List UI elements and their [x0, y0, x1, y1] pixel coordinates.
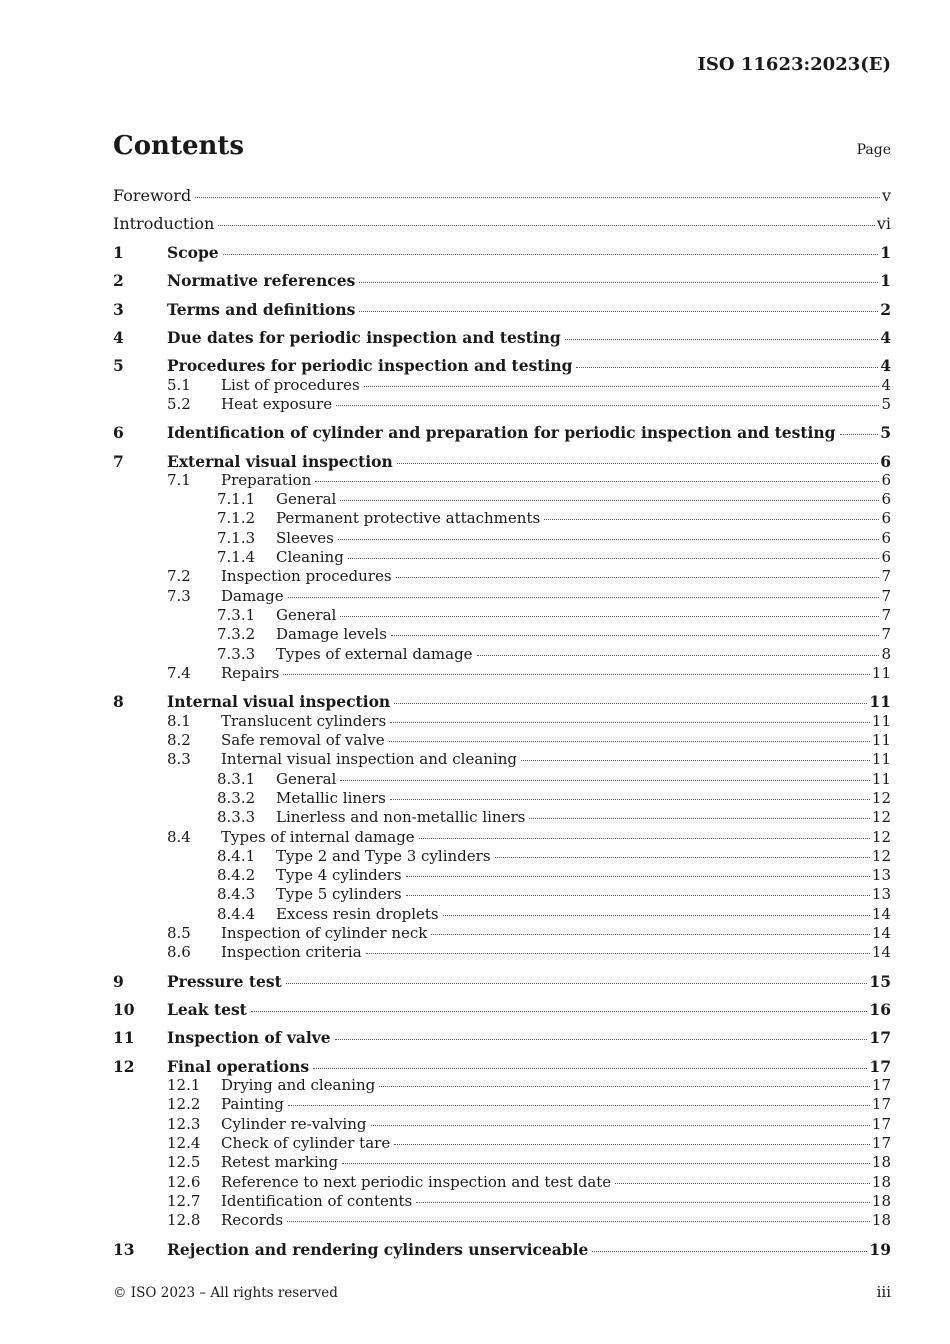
toc-entry-title[interactable]: Safe removal of valve	[221, 731, 385, 749]
toc-entry-number: 7.3	[167, 587, 191, 605]
toc-entry-number: 5.1	[167, 376, 191, 394]
toc-dot-leader	[615, 1183, 870, 1184]
toc-entry-number: 12.4	[167, 1134, 201, 1152]
toc-entry[interactable]	[113, 1153, 891, 1173]
toc-entry-number: 8.1	[167, 712, 191, 730]
toc-dot-leader	[565, 339, 878, 340]
toc-entry-title[interactable]: Identification of contents	[221, 1192, 413, 1210]
toc-entry-number: 6	[113, 423, 124, 442]
toc-dot-leader	[396, 577, 880, 578]
toc-entry-number: 11	[113, 1028, 135, 1047]
toc-entry-title[interactable]: Introduction	[113, 214, 215, 233]
toc-entry-title[interactable]: General	[276, 770, 337, 788]
toc-dot-leader	[576, 367, 878, 368]
toc-entry[interactable]	[113, 750, 891, 770]
toc-entry-title[interactable]: Records	[221, 1211, 284, 1229]
toc-entry-number: 7.1.1	[217, 490, 256, 508]
toc-entry[interactable]	[113, 328, 891, 348]
toc-dot-leader	[495, 857, 870, 858]
toc-entry-page[interactable]: 6	[881, 548, 891, 566]
toc-entry-page[interactable]: 2	[880, 300, 891, 319]
toc-entry-number: 8	[113, 692, 124, 711]
toc-entry-number: 7.1	[167, 471, 191, 489]
toc-entry-title[interactable]: Type 5 cylinders	[276, 885, 402, 903]
toc-entry[interactable]	[113, 943, 891, 963]
toc-entry[interactable]	[113, 1240, 891, 1260]
footer-copyright: © ISO 2023 – All rights reserved	[113, 1285, 338, 1301]
toc-entry-title[interactable]: Permanent protective attachments	[276, 509, 541, 527]
toc-entry-title[interactable]: Reference to next periodic inspection and test date	[221, 1173, 612, 1191]
toc-entry-number: 8.4	[167, 828, 191, 846]
toc-entry-title[interactable]: Procedures for periodic inspection and testing	[167, 356, 573, 375]
toc-entry[interactable]	[113, 924, 891, 944]
toc-entry[interactable]	[113, 625, 891, 645]
toc-entry-page[interactable]: 12	[871, 828, 891, 846]
contents-title: Contents	[113, 131, 245, 161]
toc-entry-number: 5.2	[167, 395, 191, 413]
toc-entry[interactable]	[113, 395, 891, 415]
toc-entry-title[interactable]: General	[276, 490, 337, 508]
toc-entry-number: 12	[113, 1057, 135, 1076]
toc-entry-number: 7.1.4	[217, 548, 256, 566]
toc-dot-leader	[397, 463, 878, 464]
toc-entry-number: 12.5	[167, 1153, 201, 1171]
toc-entry[interactable]	[113, 664, 891, 684]
toc-entry-number: 7.1.2	[217, 509, 256, 527]
toc-entry-number: 8.2	[167, 731, 191, 749]
toc-entry-page[interactable]: 7	[881, 625, 891, 643]
toc-entry-title[interactable]: Terms and definitions	[167, 300, 356, 319]
toc-dot-leader	[348, 558, 880, 559]
toc-entry[interactable]	[113, 972, 891, 992]
toc-entry-page[interactable]: 4	[880, 328, 891, 347]
toc-entry-page[interactable]: 17	[869, 1057, 891, 1076]
toc-dot-leader	[419, 838, 870, 839]
toc-entry-number: 12.1	[167, 1076, 201, 1094]
toc-dot-leader	[218, 225, 875, 226]
toc-dot-leader	[406, 876, 870, 877]
toc-entry-page[interactable]: v	[881, 186, 891, 205]
toc-entry-title[interactable]: Pressure test	[167, 972, 282, 991]
toc-entry[interactable]	[113, 789, 891, 809]
toc-entry[interactable]	[113, 1115, 891, 1135]
toc-entry[interactable]	[113, 1134, 891, 1154]
toc-dot-leader	[394, 1144, 870, 1145]
toc-dot-leader	[529, 818, 870, 819]
toc-entry[interactable]	[113, 692, 891, 712]
toc-entry-page[interactable]: 8	[881, 645, 891, 663]
toc-dot-leader	[394, 703, 867, 704]
toc-entry[interactable]	[113, 808, 891, 828]
toc-entry-title[interactable]: General	[276, 606, 337, 624]
toc-entry-number: 7.1.3	[217, 529, 256, 547]
toc-entry[interactable]	[113, 214, 891, 234]
toc-entry[interactable]	[113, 356, 891, 376]
toc-entry-number: 8.4.3	[217, 885, 256, 903]
toc-entry-title[interactable]: Leak test	[167, 1000, 247, 1019]
toc-entry-title[interactable]: Foreword	[113, 186, 192, 205]
toc-entry-title[interactable]: Retest marking	[221, 1153, 339, 1171]
toc-entry-page[interactable]: 11	[871, 712, 891, 730]
toc-entry-title[interactable]: Rejection and rendering cylinders unserviceable	[167, 1240, 589, 1259]
toc-entry-page[interactable]: 11	[871, 731, 891, 749]
toc-entry-page[interactable]: 12	[871, 789, 891, 807]
toc-dot-leader	[379, 1086, 870, 1087]
toc-entry-page[interactable]: 5	[881, 395, 891, 413]
toc-entry-number: 10	[113, 1000, 135, 1019]
toc-entry-number: 12.7	[167, 1192, 201, 1210]
toc-dot-leader	[223, 254, 879, 255]
toc-entry-title[interactable]: Identification of cylinder and preparation for periodic inspection and testing	[167, 423, 836, 442]
toc-entry[interactable]	[113, 770, 891, 790]
toc-dot-leader	[544, 519, 879, 520]
toc-entry[interactable]	[113, 529, 891, 549]
toc-entry-title[interactable]: Excess resin droplets	[276, 905, 439, 923]
toc-entry-page[interactable]: 17	[871, 1095, 891, 1113]
toc-dot-leader	[416, 1202, 870, 1203]
toc-entry-page[interactable]: 17	[871, 1134, 891, 1152]
toc-dot-leader	[338, 539, 880, 540]
toc-entry-page[interactable]: 14	[871, 924, 891, 942]
toc-entry-number: 7.3.1	[217, 606, 256, 624]
toc-entry-page[interactable]: 1	[880, 243, 891, 262]
toc-dot-leader	[340, 500, 879, 501]
toc-entry-title[interactable]: Types of internal damage	[221, 828, 415, 846]
toc-entry-title[interactable]: Type 2 and Type 3 cylinders	[276, 847, 491, 865]
toc-entry[interactable]	[113, 452, 891, 472]
toc-entry[interactable]	[113, 509, 891, 529]
toc-entry-title[interactable]: Type 4 cylinders	[276, 866, 402, 884]
toc-dot-leader	[251, 1011, 868, 1012]
toc-entry-title[interactable]: Inspection of valve	[167, 1028, 331, 1047]
toc-dot-leader	[592, 1251, 867, 1252]
toc-entry-page[interactable]: 19	[869, 1240, 891, 1259]
toc-dot-leader	[340, 780, 870, 781]
toc-entry-page[interactable]: 11	[871, 770, 891, 788]
toc-entry-page[interactable]: 6	[880, 452, 891, 471]
toc-dot-leader	[359, 311, 878, 312]
toc-dot-leader	[340, 616, 879, 617]
toc-dot-leader	[342, 1163, 870, 1164]
toc-entry-page[interactable]: 17	[869, 1028, 891, 1047]
toc-entry[interactable]	[113, 1173, 891, 1193]
toc-entry-title[interactable]: Internal visual inspection and cleaning	[221, 750, 518, 768]
toc-dot-leader	[406, 895, 870, 896]
toc-entry-number: 8.3.1	[217, 770, 256, 788]
toc-entry[interactable]	[113, 1211, 891, 1231]
toc-entry-page[interactable]: 14	[871, 905, 891, 923]
toc-entry-number: 9	[113, 972, 124, 991]
toc-entry-number: 3	[113, 300, 124, 319]
toc-entry-number: 8.5	[167, 924, 191, 942]
toc-entry-title[interactable]: Inspection of cylinder neck	[221, 924, 428, 942]
toc-entry-page[interactable]: 17	[871, 1076, 891, 1094]
toc-entry[interactable]	[113, 712, 891, 732]
toc-entry[interactable]	[113, 567, 891, 587]
toc-entry-page[interactable]: 7	[881, 567, 891, 585]
toc-entry-number: 7	[113, 452, 124, 471]
toc-entry-number: 7.4	[167, 664, 191, 682]
toc-entry[interactable]	[113, 1057, 891, 1077]
toc-entry[interactable]	[113, 587, 891, 607]
toc-entry-number: 8.3.3	[217, 808, 256, 826]
toc-entry-page[interactable]: 18	[871, 1211, 891, 1229]
toc-entry-number: 8.3	[167, 750, 191, 768]
toc-entry-page[interactable]: 18	[871, 1153, 891, 1171]
toc-entry-title[interactable]: Inspection criteria	[221, 943, 362, 961]
toc-entry[interactable]	[113, 885, 891, 905]
toc-entry-page[interactable]: vi	[876, 214, 891, 233]
toc-entry-title[interactable]: Normative references	[167, 271, 356, 290]
toc-entry-title[interactable]: Sleeves	[276, 529, 334, 547]
toc-entry-title[interactable]: Linerless and non-metallic liners	[276, 808, 526, 826]
footer-page-number: iii	[876, 1283, 891, 1301]
toc-entry-title[interactable]: Final operations	[167, 1057, 310, 1076]
toc-entry-page[interactable]: 13	[871, 885, 891, 903]
toc-entry[interactable]	[113, 1028, 891, 1048]
toc-entry-number: 5	[113, 356, 124, 375]
toc-entry-number: 8.6	[167, 943, 191, 961]
toc-entry[interactable]	[113, 1192, 891, 1212]
toc-entry-title[interactable]: Types of external damage	[276, 645, 473, 663]
toc-entry-title[interactable]: Check of cylinder tare	[221, 1134, 391, 1152]
toc-entry-title[interactable]: Drying and cleaning	[221, 1076, 376, 1094]
toc-entry-number: 8.4.2	[217, 866, 256, 884]
toc-entry-number: 8.4.1	[217, 847, 256, 865]
toc-entry-number: 12.2	[167, 1095, 201, 1113]
toc-entry-page[interactable]: 5	[880, 423, 891, 442]
toc-entry-title[interactable]: Translucent cylinders	[221, 712, 387, 730]
toc-entry-title[interactable]: List of procedures	[221, 376, 360, 394]
toc-entry[interactable]	[113, 731, 891, 751]
toc-entry-page[interactable]: 13	[871, 866, 891, 884]
toc-entry-page[interactable]: 15	[869, 972, 891, 991]
toc-entry[interactable]	[113, 606, 891, 626]
toc-entry-page[interactable]: 6	[881, 529, 891, 547]
toc-dot-leader	[477, 655, 880, 656]
toc-entry-number: 12.3	[167, 1115, 201, 1133]
toc-dot-leader	[389, 741, 870, 742]
toc-entry-number: 2	[113, 271, 124, 290]
toc-entry-title[interactable]: Damage levels	[276, 625, 387, 643]
toc-dot-leader	[371, 1125, 870, 1126]
toc-entry-page[interactable]: 16	[869, 1000, 891, 1019]
toc-dot-leader	[313, 1068, 867, 1069]
toc-entry-page[interactable]: 11	[869, 692, 891, 711]
toc-dot-leader	[288, 597, 880, 598]
toc-entry-title[interactable]: Cylinder re-valving	[221, 1115, 367, 1133]
toc-dot-leader	[286, 983, 868, 984]
toc-dot-leader	[390, 799, 870, 800]
toc-entry-title[interactable]: Painting	[221, 1095, 284, 1113]
toc-dot-leader	[359, 282, 878, 283]
toc-entry-title[interactable]: Preparation	[221, 471, 312, 489]
toc-entry-page[interactable]: 7	[881, 606, 891, 624]
toc-entry[interactable]	[113, 866, 891, 886]
toc-dot-leader	[288, 1105, 870, 1106]
toc-entry-title[interactable]: Repairs	[221, 664, 280, 682]
toc-entry-title[interactable]: Scope	[167, 243, 219, 262]
toc-entry-page[interactable]: 6	[881, 471, 891, 489]
toc-dot-leader	[195, 197, 880, 198]
toc-dot-leader	[283, 674, 870, 675]
toc-entry-number: 8.3.2	[217, 789, 256, 807]
toc-dot-leader	[840, 434, 879, 435]
toc-entry-page[interactable]: 6	[881, 509, 891, 527]
toc-entry-title[interactable]: Metallic liners	[276, 789, 386, 807]
toc-entry-number: 12.6	[167, 1173, 201, 1191]
toc-entry[interactable]	[113, 243, 891, 263]
toc-entry[interactable]	[113, 490, 891, 510]
toc-entry-title[interactable]: External visual inspection	[167, 452, 393, 471]
toc-dot-leader	[521, 760, 870, 761]
toc-entry-number: 7.2	[167, 567, 191, 585]
toc-entry-page[interactable]: 18	[871, 1192, 891, 1210]
toc-entry-number: 13	[113, 1240, 135, 1259]
toc-entry-number: 7.3.3	[217, 645, 256, 663]
toc-entry-title[interactable]: Heat exposure	[221, 395, 333, 413]
toc-entry[interactable]	[113, 1095, 891, 1115]
toc-entry[interactable]	[113, 548, 891, 568]
toc-entry-page[interactable]: 4	[880, 356, 891, 375]
toc-entry-number: 12.8	[167, 1211, 201, 1229]
toc-dot-leader	[431, 934, 870, 935]
toc-dot-leader	[391, 635, 880, 636]
toc-entry-page[interactable]: 18	[871, 1173, 891, 1191]
toc-entry[interactable]	[113, 645, 891, 665]
toc-entry-page[interactable]: 12	[871, 808, 891, 826]
toc-entry-page[interactable]: 4	[881, 376, 891, 394]
toc-entry[interactable]	[113, 847, 891, 867]
toc-entry[interactable]	[113, 471, 891, 491]
toc-entry-number: 7.3.2	[217, 625, 256, 643]
toc-entry[interactable]	[113, 300, 891, 320]
toc-dot-leader	[390, 722, 870, 723]
toc-entry-page[interactable]: 11	[871, 664, 891, 682]
toc-entry-page[interactable]: 7	[881, 587, 891, 605]
toc-entry-number: 1	[113, 243, 124, 262]
toc-entry-title[interactable]: Due dates for periodic inspection and testing	[167, 328, 561, 347]
toc-entry[interactable]	[113, 1000, 891, 1020]
toc-entry[interactable]	[113, 423, 891, 443]
toc-dot-leader	[443, 915, 870, 916]
toc-entry-number: 4	[113, 328, 124, 347]
document-id: ISO 11623:2023(E)	[697, 54, 891, 75]
toc-dot-leader	[366, 953, 870, 954]
toc-entry-page[interactable]: 14	[871, 943, 891, 961]
toc-entry-title[interactable]: Inspection procedures	[221, 567, 392, 585]
toc-entry-title[interactable]: Damage	[221, 587, 284, 605]
toc-entry[interactable]	[113, 186, 891, 206]
toc-entry[interactable]	[113, 376, 891, 396]
toc-entry-number: 8.4.4	[217, 905, 256, 923]
toc-dot-leader	[315, 481, 879, 482]
toc-dot-leader	[364, 386, 880, 387]
toc-entry-page[interactable]: 1	[880, 271, 891, 290]
toc-dot-leader	[287, 1221, 870, 1222]
toc-entry[interactable]	[113, 1076, 891, 1096]
toc-entry-title[interactable]: Cleaning	[276, 548, 344, 566]
toc-entry[interactable]	[113, 828, 891, 848]
toc-entry-page[interactable]: 11	[871, 750, 891, 768]
toc-entry-page[interactable]: 17	[871, 1115, 891, 1133]
toc-dot-leader	[336, 405, 879, 406]
page-column-label: Page	[856, 142, 891, 158]
toc-dot-leader	[335, 1039, 868, 1040]
toc-entry-page[interactable]: 6	[881, 490, 891, 508]
toc-entry[interactable]	[113, 271, 891, 291]
toc-entry-title[interactable]: Internal visual inspection	[167, 692, 391, 711]
toc-entry-page[interactable]: 12	[871, 847, 891, 865]
toc-entry[interactable]	[113, 905, 891, 925]
